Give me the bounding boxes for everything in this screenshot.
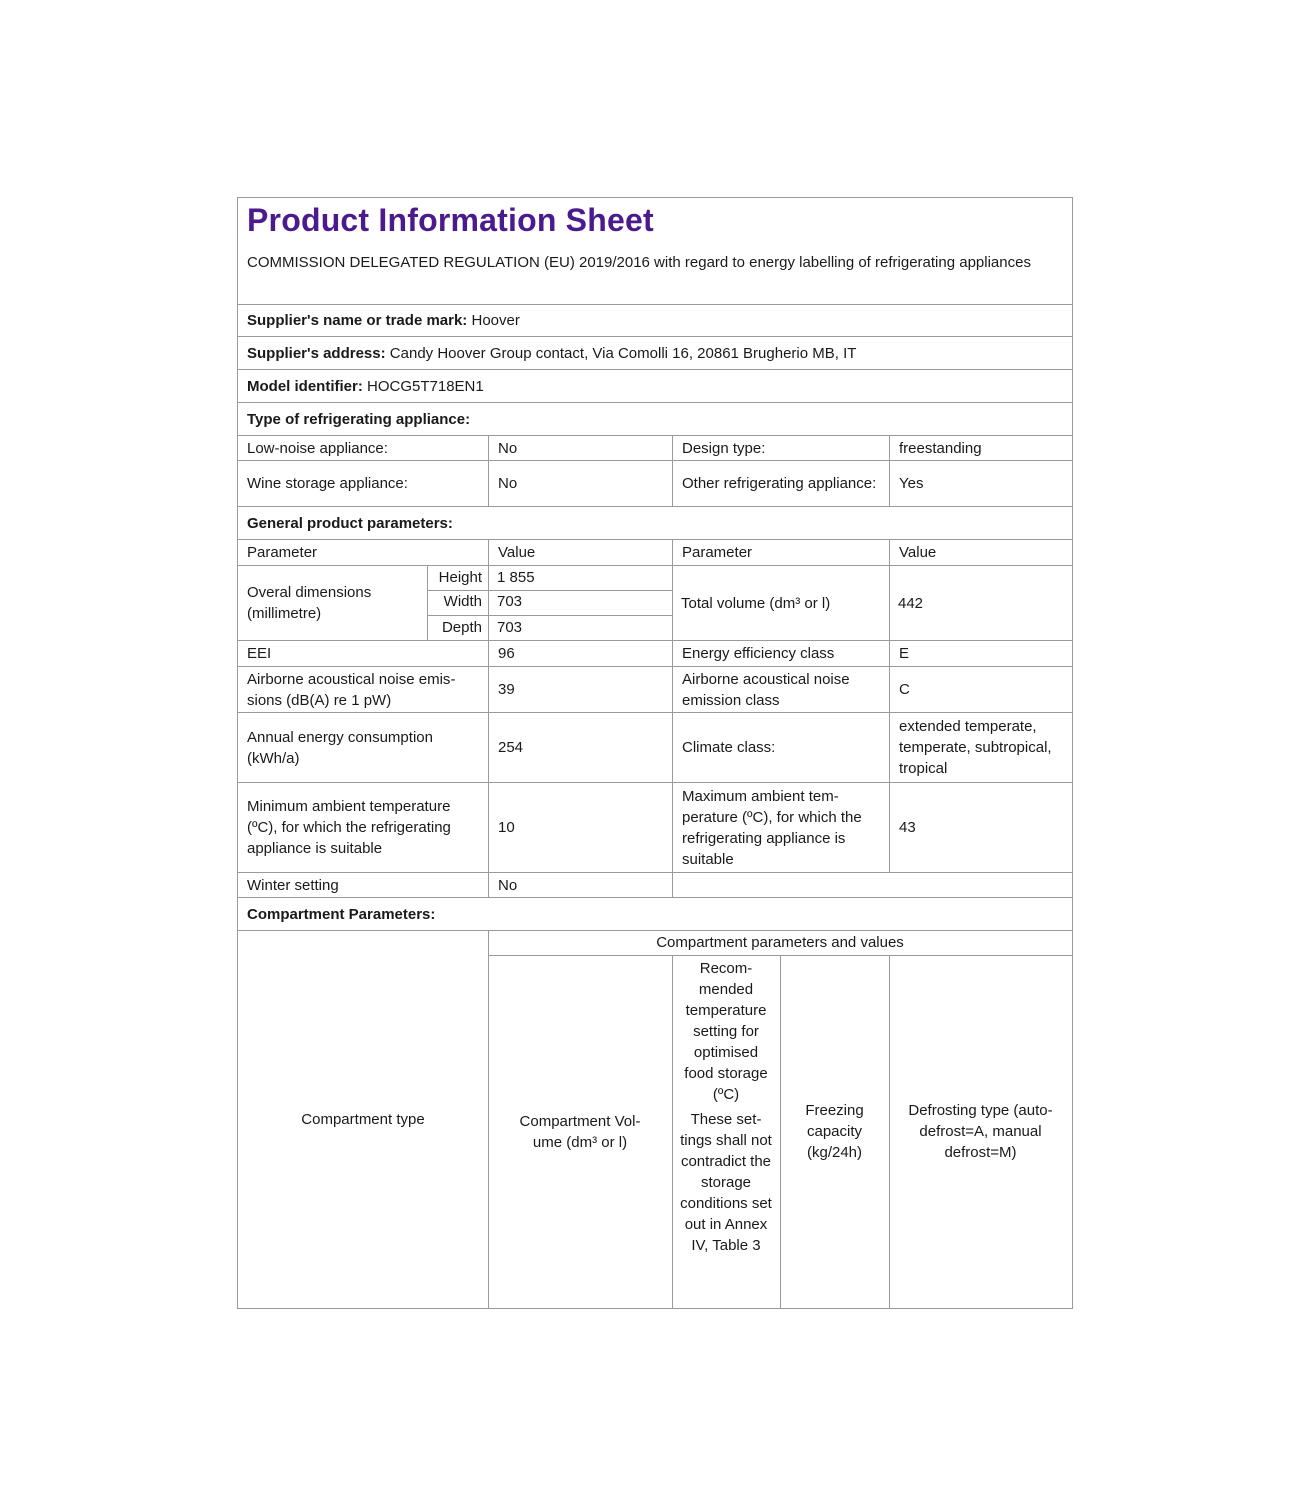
type-heading: Type of refrigerating appliance: — [247, 410, 471, 428]
max-temp-label: Maximum ambient temperature (ºC), for which the refrigerating appliance is suitable — [672, 783, 889, 872]
general-heading: General product parameters: — [247, 514, 453, 532]
wine-storage-label: Wine storage appliance: — [247, 475, 408, 492]
dimensions-row — [238, 566, 1072, 641]
model-identifier-value: HOCG5T718EN1 — [367, 377, 484, 395]
low-noise-row — [238, 436, 1072, 461]
model-identifier-row — [238, 370, 1072, 403]
header-block — [238, 198, 1072, 305]
max-temp-value: 43 — [889, 783, 1072, 872]
compartment-table — [238, 931, 1072, 1308]
winter-setting-label: Winter setting — [247, 876, 339, 894]
supplier-address-value: Candy Hoover Group contact, Via Comolli 16, 20861 Brugherio MB, IT — [389, 344, 857, 362]
supplier-address-label: Supplier's address: — [247, 344, 386, 362]
supplier-name-value: Hoover — [471, 312, 520, 329]
compartment-heading: Compartment Parameters: — [247, 905, 436, 923]
compartment-type-label: Compartment type — [301, 1111, 425, 1128]
annual-energy-label: Annual energy consumption (kWh/a) — [247, 728, 433, 767]
total-volume-value: 442 — [898, 594, 924, 612]
noise-row — [238, 667, 1072, 713]
header-value-2: Value — [889, 540, 1072, 565]
low-noise-value: No — [488, 436, 672, 460]
general-header-row — [238, 540, 1072, 566]
depth-label: Depth — [441, 619, 482, 636]
annual-energy-value: 254 — [488, 713, 672, 782]
model-identifier-label: Model identifier: — [247, 377, 363, 395]
supplier-name-row — [238, 305, 1072, 337]
low-noise-label: Low-noise appliance: — [247, 439, 388, 457]
recommended-temp-note: These settings shall not contradict the storage conditions set out in Annex IV, Table 3 — [680, 1111, 772, 1254]
general-heading-row — [238, 507, 1072, 540]
energy-class-label: Energy efficiency class — [672, 641, 889, 666]
energy-class-value: E — [889, 641, 1072, 666]
total-volume-label: Total volume (dm³ or l) — [681, 594, 831, 612]
wine-storage-value: No — [488, 461, 672, 506]
page-title: Product Information Sheet — [247, 202, 654, 238]
compartment-volume-label: Compartment Volume (dm³ or l) — [519, 1112, 641, 1151]
height-label: Height — [438, 569, 482, 586]
header-parameter-2: Parameter — [672, 540, 889, 565]
design-type-label: Design type: — [672, 436, 889, 460]
compartment-heading-row — [238, 898, 1072, 931]
header-parameter-1: Parameter — [247, 544, 318, 561]
annual-energy-row — [238, 713, 1072, 783]
height-value: 1 855 — [497, 569, 535, 586]
winter-setting-row — [238, 873, 1072, 898]
width-label: Width — [443, 593, 482, 610]
recommended-temp-text: Recommended temperature setting for optimised food storage (ºC) — [684, 960, 768, 1103]
design-type-value: freestanding — [889, 436, 1072, 460]
header-value-1: Value — [488, 540, 672, 565]
width-value: 703 — [497, 593, 523, 610]
other-appliance-value: Yes — [889, 461, 1072, 506]
freezing-capacity-label: Freezing capacity (kg/24h) — [805, 1102, 864, 1161]
min-temp-label: Minimum ambient temperature (ºC), for which the refrigerating appliance is suitable — [247, 798, 451, 857]
supplier-name-label: Supplier's name or trade mark: — [247, 312, 468, 329]
min-temp-value: 10 — [488, 783, 672, 872]
regulation-text: COMMISSION DELEGATED REGULATION (EU) 2019/2016 with regard to energy labelling of refrigerating appliances — [247, 254, 1031, 271]
depth-value: 703 — [497, 619, 523, 636]
eei-label: EEI — [247, 645, 272, 662]
noise-emissions-label: Airborne acoustical noise emissions (dB(A) re 1 pW) — [247, 670, 456, 709]
eei-row — [238, 641, 1072, 667]
noise-emissions-value: 39 — [488, 667, 672, 712]
compartment-group-label: Compartment parameters and values — [656, 934, 904, 951]
climate-class-label: Climate class: — [672, 713, 889, 782]
winter-setting-empty — [672, 873, 1072, 897]
other-appliance-label: Other refrigerating appliance: — [672, 461, 889, 506]
supplier-address-row — [238, 337, 1072, 370]
eei-value: 96 — [488, 641, 672, 666]
dimensions-label: Overal dimensions (millimetre) — [247, 584, 372, 622]
product-information-sheet — [237, 197, 1073, 1309]
wine-storage-row — [238, 461, 1072, 507]
noise-class-value: C — [889, 667, 1072, 712]
noise-class-label: Airborne acoustical noise emission class — [672, 667, 889, 712]
defrosting-type-label: Defrosting type (auto-defrost=A, manual defrost=M) — [908, 1102, 1053, 1161]
ambient-temp-row — [238, 783, 1072, 873]
recommended-temp-label — [672, 958, 780, 1256]
winter-setting-value: No — [488, 873, 672, 897]
type-heading-row — [238, 403, 1072, 436]
climate-class-value: extended temperate, temperate, subtropical, tropical — [889, 713, 1072, 782]
